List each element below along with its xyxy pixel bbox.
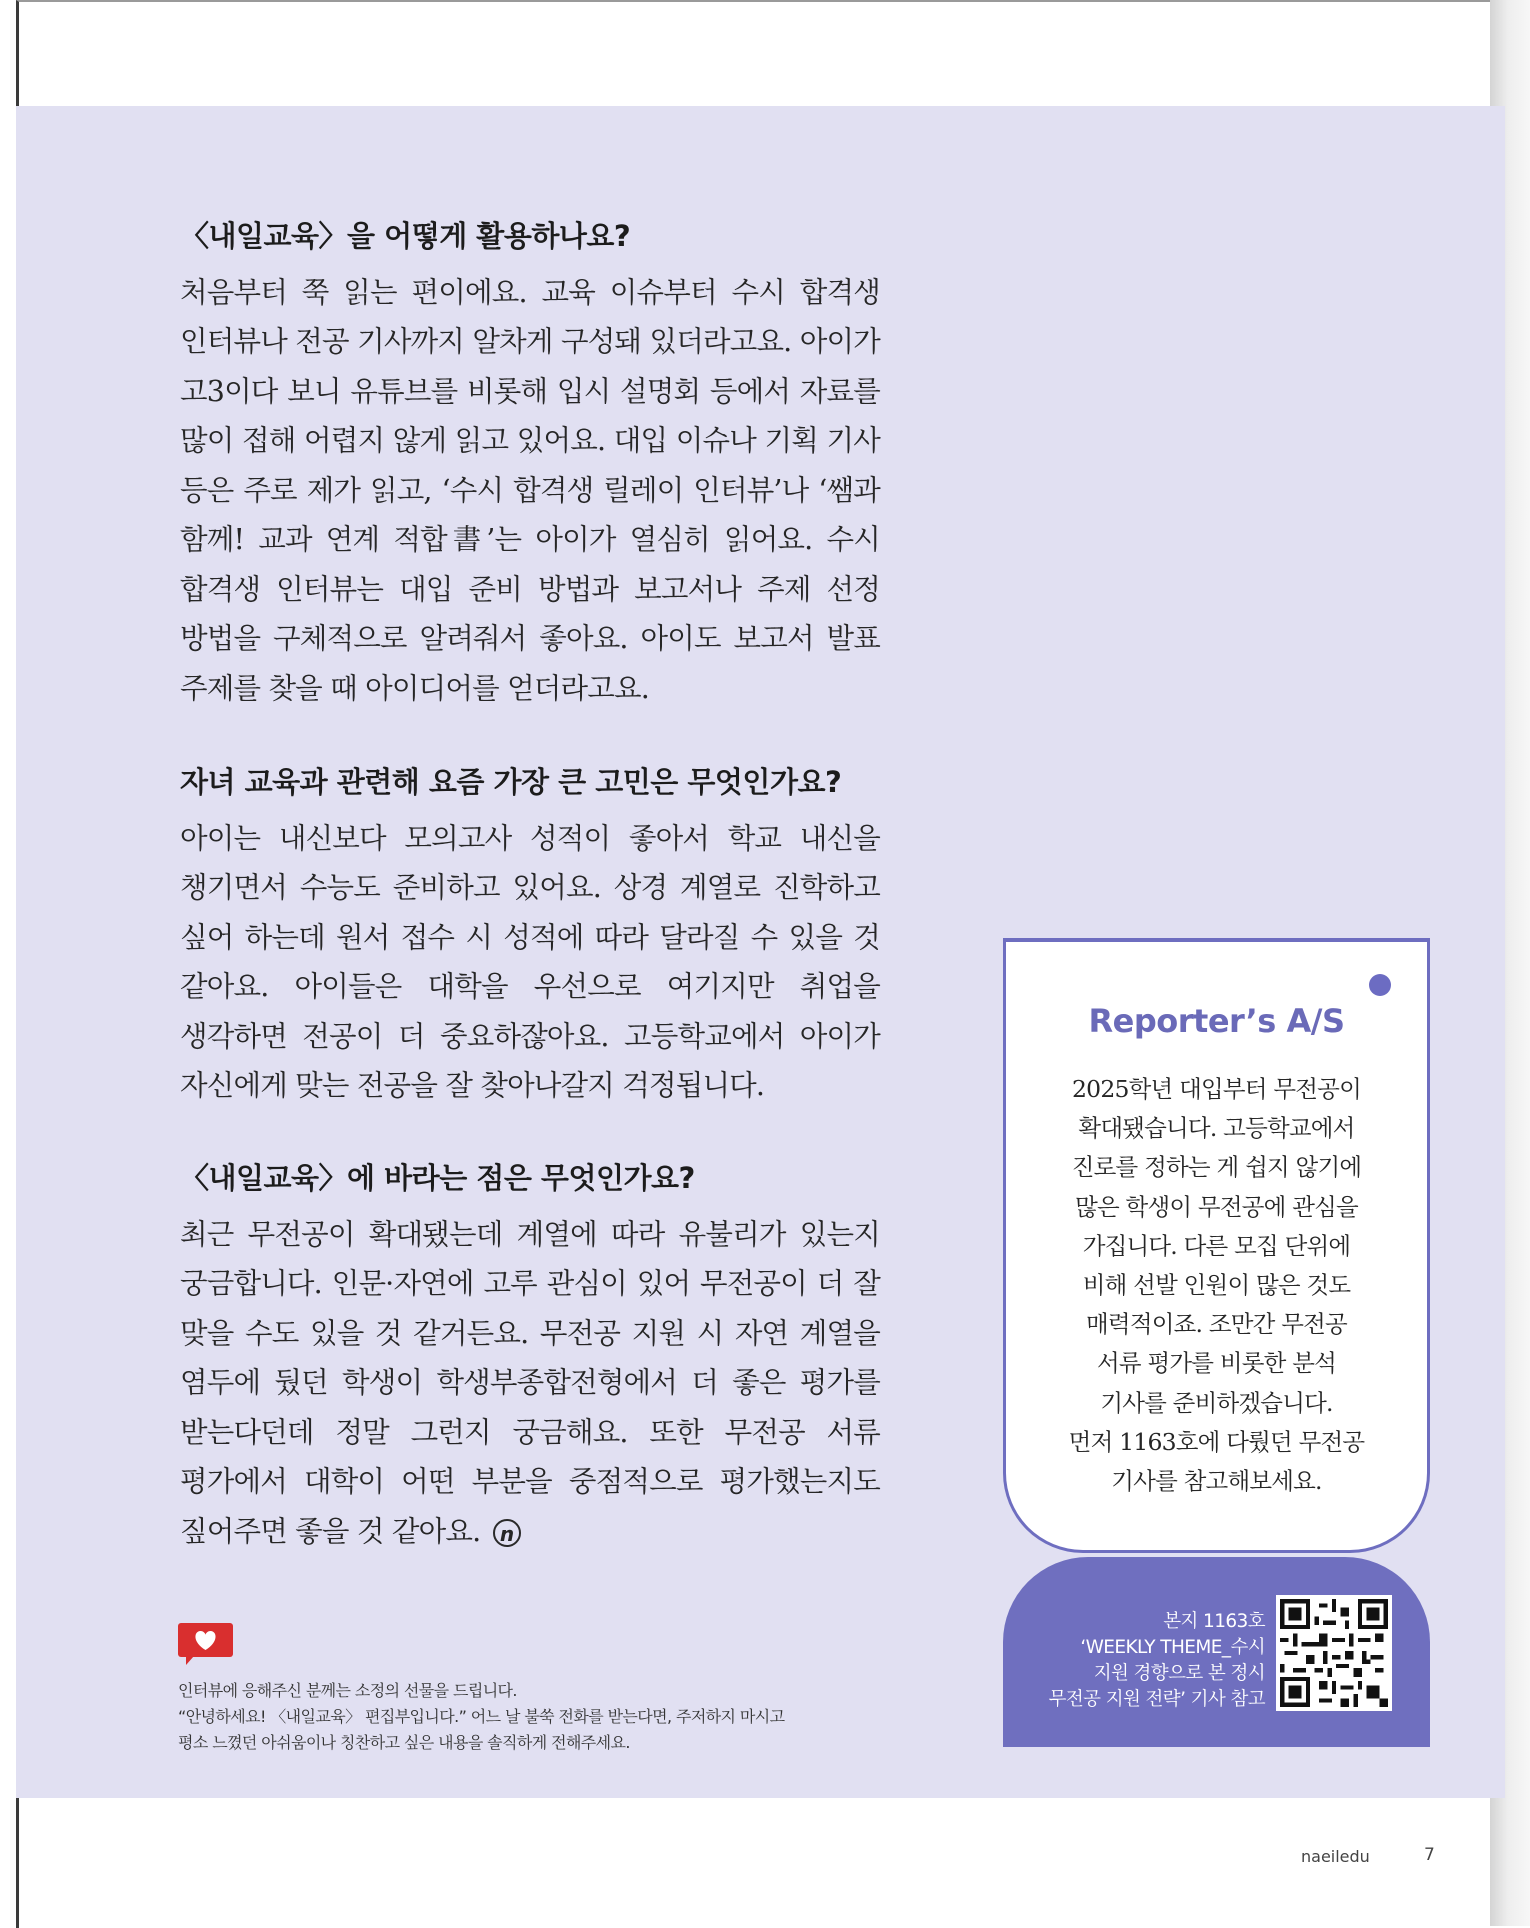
dot-icon: [1369, 974, 1391, 996]
qr-code-icon[interactable]: [1276, 1595, 1392, 1711]
footnote-line: “안녕하세요! 〈내일교육〉 편집부입니다.” 어느 날 불쑥 전화를 받는다면, 주저하지 마시고: [178, 1707, 785, 1726]
question-heading: 〈내일교육〉을 어떻게 활용하나요?: [180, 219, 631, 253]
reporter-as-title: Reporter’s A/S: [1088, 1002, 1345, 1040]
footnote: [178, 1678, 878, 1756]
reference-text: 본지 1163호 ‘WEEKLY THEME_수시 지원 경향으로 본 정시 무전공 지원 전략’ 기사 참고: [1048, 1611, 1265, 1710]
qa-section-1: [180, 218, 880, 713]
question-heading: 〈내일교육〉에 바라는 점은 무엇인가요?: [180, 1161, 695, 1195]
page-number: 7: [1424, 1845, 1435, 1865]
answer-text: 처음부터 쭉 읽는 편이에요. 교육 이슈부터 수시 합격생 인터뷰나 전공 기사까지 알차게 구성돼 있더라고요. 아이가 고3이다 보니 유튜브를 비롯해 입시 설명회 등에서 자료를 많이 접해 어렵지 않게 읽고 있어요. 대입 이슈나 기획 기사 등은 주로 제가 읽고, ‘수시 합격생 릴레이 인터뷰’나 ‘쌤과 함께! 교과 연계 적합書’는 아이가 열심히 읽어요. 수시 합격생 인터뷰는 대입 준비 방법과 보고서나 주제 선정 방법을 구체적으로 알려줘서 좋아요. 아이도 보고서 발표 주제를 찾을 때 아이디어를 얻더라고요.: [180, 275, 880, 705]
question-heading: 자녀 교육과 관련해 요즘 가장 큰 고민은 무엇인가요?: [180, 765, 842, 799]
answer-text: [180, 1210, 880, 1557]
footnote-line: 인터뷰에 응해주신 분께는 소정의 선물을 드립니다.: [178, 1681, 517, 1700]
reporter-as-box: [1003, 938, 1430, 1553]
answer-text: 아이는 내신보다 모의고사 성적이 좋아서 학교 내신을 챙기면서 수능도 준비하고 있어요. 상경 계열로 진학하고 싶어 하는데 원서 접수 시 성적에 따라 달라질 수 있을 것 같아요. 아이들은 대학을 우선으로 여기지만 취업을 생각하면 전공이 더 중요하잖아요. 고등학교에서 아이가 자신에게 맞는 전공을 잘 찾아나갈지 걱정됩니다.: [180, 821, 880, 1103]
qa-section-3: [180, 1160, 880, 1556]
footnote-line: 평소 느꼈던 아쉬움이나 칭찬하고 싶은 내용을 솔직하게 전해주세요.: [178, 1733, 630, 1752]
reference-box: [1003, 1557, 1430, 1747]
footer-brand: naeiledu: [1301, 1847, 1370, 1866]
heart-icon: [178, 1623, 233, 1665]
reporter-as-body: 2025학년 대입부터 무전공이 확대됐습니다. 고등학교에서 진로를 정하는 게 쉽지 않기에 많은 학생이 무전공에 관심을 가집니다. 다른 모집 단위에 비해 선발 인원이 많은 것도 매력적이죠. 조만간 무전공 서류 평가를 비롯한 분석 기사를 준비하겠습니다. 먼저 1163호에 다뤘던 무전공 기사를 참고해보세요.: [1068, 1075, 1365, 1496]
end-mark-icon: n: [493, 1519, 521, 1547]
qa-section-2: [180, 764, 880, 1111]
answer-text-body: 최근 무전공이 확대됐는데 계열에 따라 유불리가 있는지 궁금합니다. 인문·자연에 고루 관심이 있어 무전공이 더 잘 맞을 수도 있을 것 같거든요. 무전공 지원 시 자연 계열을 염두에 뒀던 학생이 학생부종합전형에서 더 좋은 평가를 받는다던데 정말 그런지 궁금해요. 또한 무전공 서류 평가에서 대학이 어떤 부분을 중점적으로 평가했는지도 짚어주면 좋을 것 같아요.: [180, 1217, 880, 1548]
